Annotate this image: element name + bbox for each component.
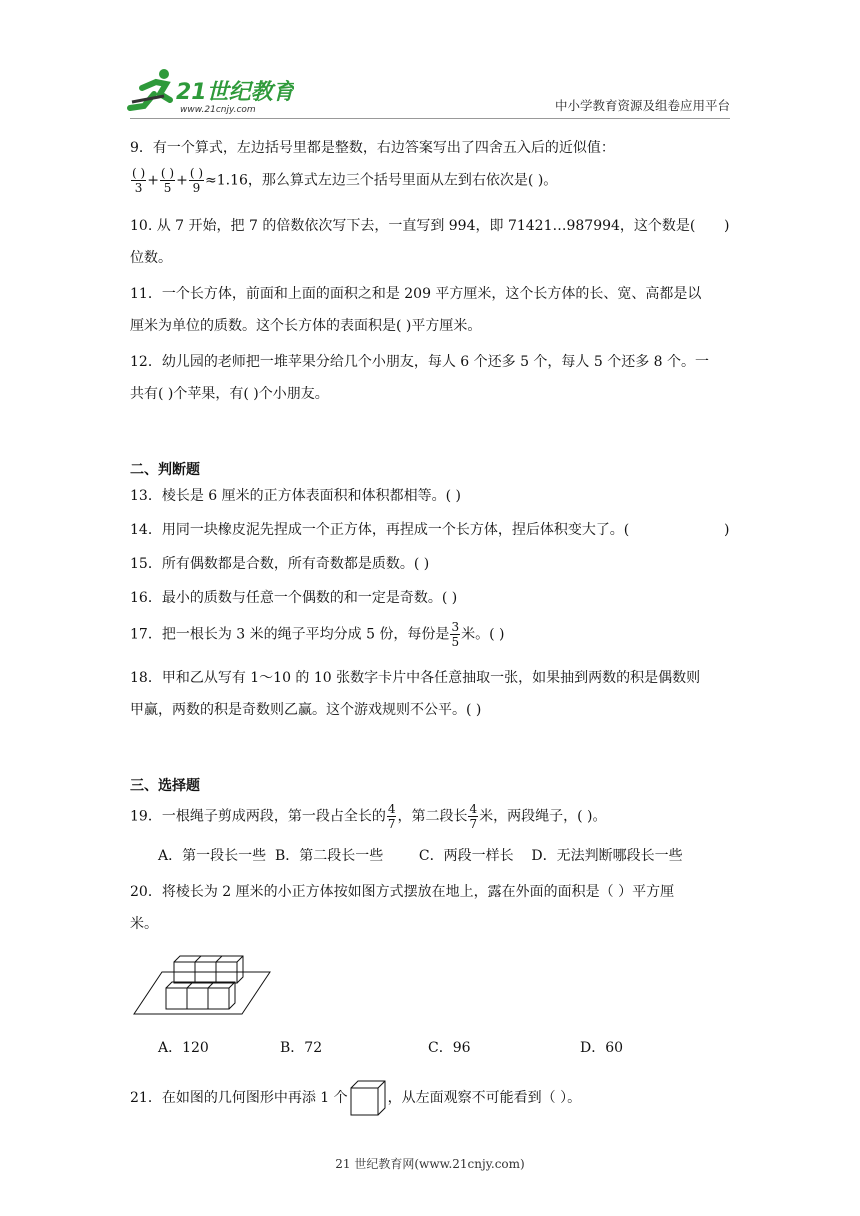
q20-line2: 米。 — [130, 916, 158, 932]
small-cube-icon — [348, 1078, 388, 1118]
q11-line1: 11．一个长方体，前面和上面的面积之和是 209 平方厘米，这个长方体的长、宽、高都是以 — [130, 286, 702, 302]
q19-fraction-1: $\frac{4}{7}$ — [387, 802, 396, 831]
q12-line2: 共有( )个苹果，有( )个小朋友。 — [130, 386, 329, 402]
q13: 13．棱长是 6 厘米的正方体表面积和体积都相等。( ) — [130, 488, 461, 504]
site-logo — [124, 66, 294, 116]
front-row-cubes — [166, 982, 235, 1009]
q12-line1: 12．幼儿园的老师把一堆苹果分给几个小朋友，每人 6 个还多 5 个，每人 5 个还多 8 个。一 — [130, 354, 710, 370]
q18-line2: 甲赢，两数的积是奇数则乙赢。这个游戏规则不公平。( ) — [130, 702, 482, 718]
q9-fraction-2: $\frac{( )}{5}$ — [160, 166, 175, 195]
q10-close-paren: ) — [724, 218, 730, 234]
logo-url: www.21cnjy.com — [180, 105, 256, 115]
page-footer: 21 世纪教育网(www.21cnjy.com) — [335, 1157, 525, 1171]
q18-line1: 18．甲和乙从写有 1～10 的 10 张数字卡片中各任意抽取一张，如果抽到两数的积是偶数则 — [130, 670, 701, 686]
q9-line2: $\frac{( )}{3}$ + $\frac{( )}{5}$ + $\frac{( )}{9}$ ≈1.16，那么算式左边三个括号里面从左到右依次是( )。 — [132, 166, 558, 195]
q19-fraction-2: $\frac{4}{7}$ — [469, 802, 478, 831]
q14-close-paren: ) — [724, 522, 730, 538]
q9-line1: 9．有一个算式，左边括号里都是整数，右边答案写出了四舍五入后的近似值： — [130, 140, 615, 156]
q17-fraction: $\frac{3}{5}$ — [451, 620, 460, 649]
q20-option-c: C．96 — [428, 1040, 471, 1056]
header-slogan: 中小学教育资源及组卷应用平台 — [554, 98, 730, 113]
q10-line2: 位数。 — [130, 250, 172, 266]
q19: 19．一根绳子剪成两段，第一段占全长的 $\frac{4}{7}$ ，第二段长 $\frac{4}{7}$ 米，两段绳子，( )。 — [130, 802, 607, 831]
q20-option-b: B．72 — [280, 1040, 323, 1056]
logo-text: 21世纪教育 — [176, 80, 294, 105]
section-judgment-title: 二、判断题 — [130, 462, 200, 478]
q20-line1: 20．将棱长为 2 厘米的小正方体按如图方式摆放在地上，露在外面的面积是（ ）平方厘 — [130, 884, 675, 900]
q9-fraction-1: $\frac{( )}{3}$ — [132, 166, 146, 195]
q20-cube-figure — [132, 952, 272, 1018]
ground-plane — [134, 972, 270, 1014]
q20-option-d: D．60 — [580, 1040, 624, 1056]
q16: 16．最小的质数与任意一个偶数的和一定是奇数。( ) — [130, 590, 458, 606]
q17: 17．把一根长为 3 米的绳子平均分成 5 份，每份是 $\frac{3}{5}$ 米。( ) — [130, 620, 505, 649]
q14: 14．用同一块橡皮泥先捏成一个正方体，再捏成一个长方体，捏后体积变大了。( — [130, 522, 630, 538]
q9-tail: ≈1.16，那么算式左边三个括号里面从左到右依次是( )。 — [205, 172, 558, 189]
back-row-cubes — [174, 956, 243, 983]
q15: 15．所有偶数都是合数，所有奇数都是质数。( ) — [130, 556, 430, 572]
q19-options: A．第一段长一些 B．第二段长一些 C．两段一样长 D．无法判断哪段长一些 — [158, 848, 683, 864]
q21: 21．在如图的几何图形中再添 1 个 ，从左面观察不可能看到（ ）。 — [130, 1078, 581, 1118]
runner-icon — [130, 69, 170, 108]
q20-option-a: A．120 — [158, 1040, 209, 1056]
q10-line1: 10. 从 7 开始，把 7 的倍数依次写下去，一直写到 994，即 71421…987994，这个数是( — [130, 218, 696, 234]
header-divider — [130, 118, 730, 119]
q9-fraction-3: $\frac{( )}{9}$ — [189, 166, 204, 195]
q11-line2: 厘米为单位的质数。这个长方体的表面积是( )平方厘米。 — [130, 318, 482, 334]
section-choice-title: 三、选择题 — [130, 778, 200, 794]
